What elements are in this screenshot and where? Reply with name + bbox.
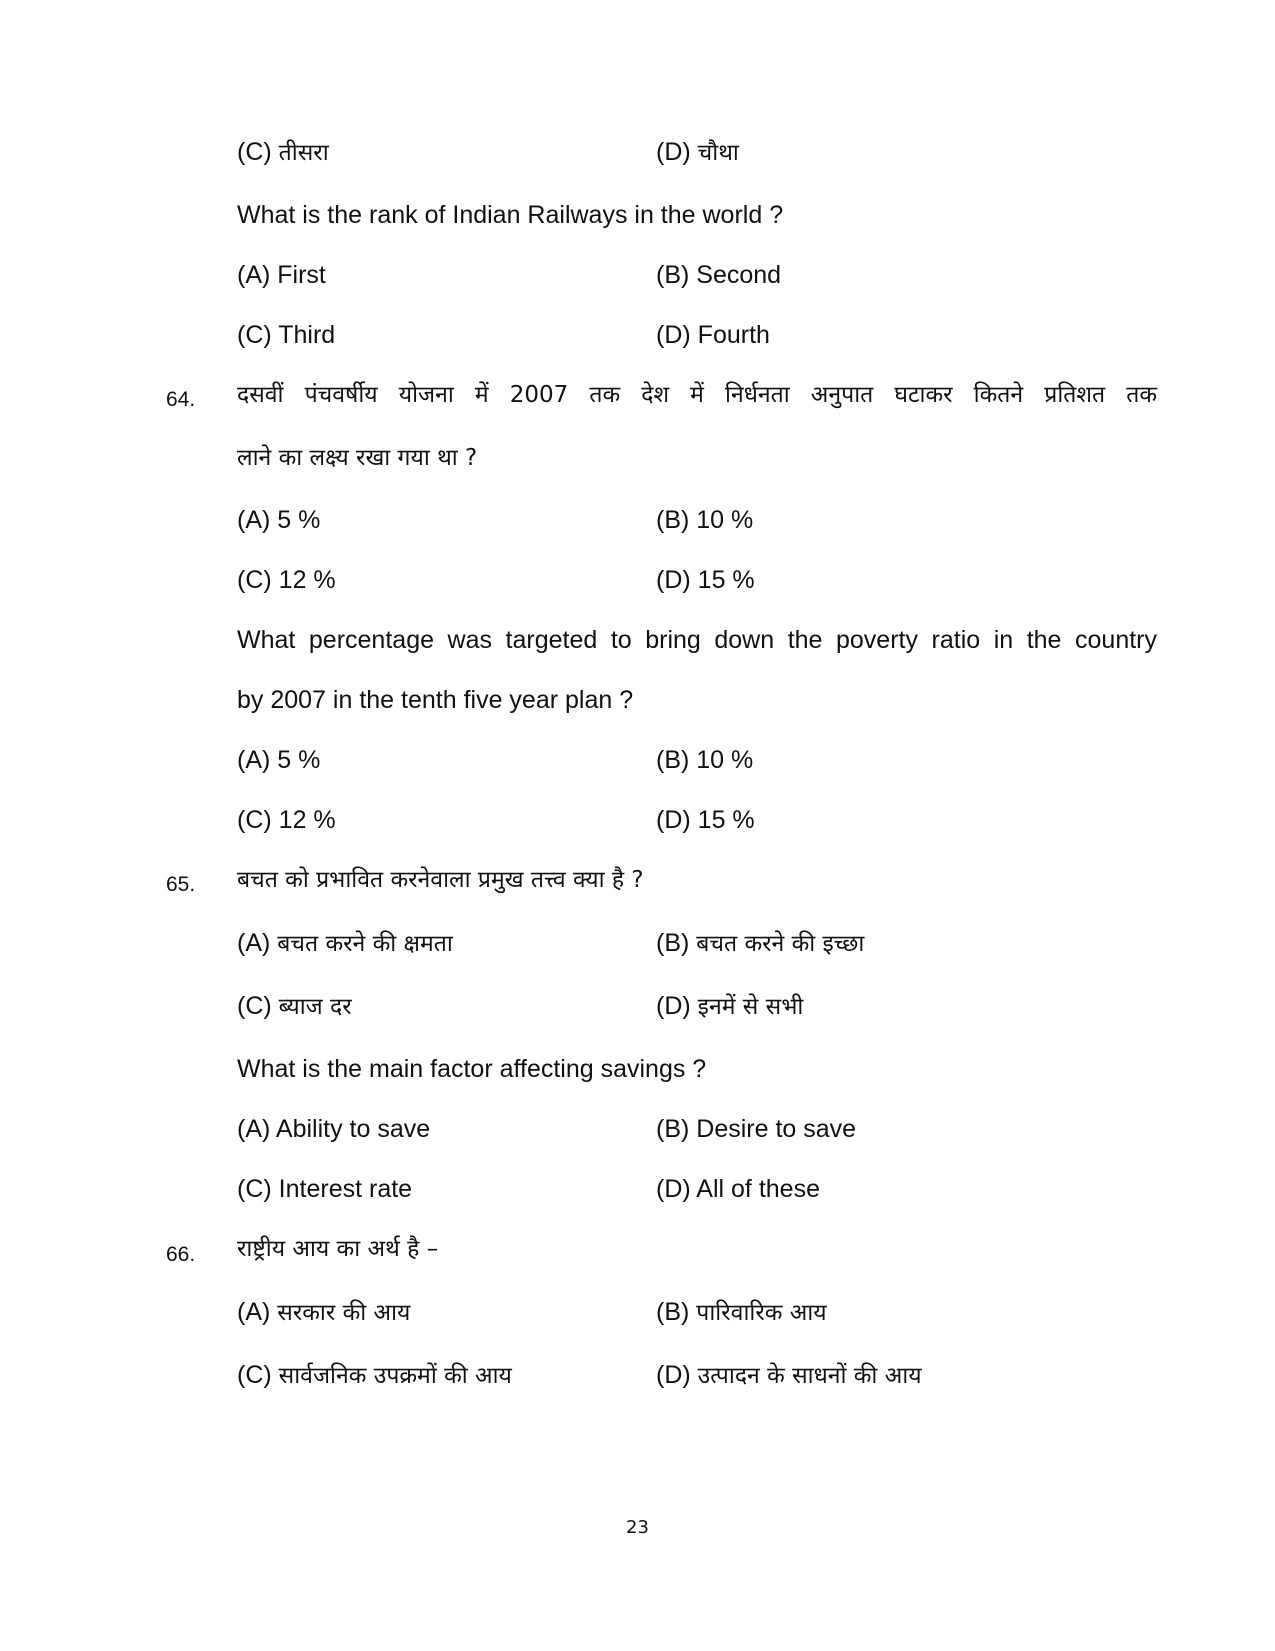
option-a: (A) Ability to save — [237, 1115, 431, 1143]
option-b-hindi: (B) पारिवारिक आय — [656, 1298, 827, 1326]
option-a-hindi: (A) बचत करने की क्षमता — [237, 929, 453, 957]
option-c: (C) 12 % — [237, 806, 336, 834]
question-text-hindi: राष्ट्रीय आय का अर्थ है – — [237, 1236, 439, 1262]
question-number: 65. — [166, 873, 196, 896]
option-a-hindi: (A) सरकार की आय — [237, 1298, 411, 1326]
option-d-hindi: (D) इनमें से सभी — [656, 992, 804, 1020]
option-d: (D) Fourth — [656, 321, 770, 349]
option-a: (A) 5 % — [237, 746, 321, 774]
option-c: (C) Third — [237, 321, 336, 349]
option-c: (C) 12 % — [237, 566, 336, 594]
option-c-hindi: (C) ब्याज दर — [237, 992, 352, 1020]
option-c: (C) Interest rate — [237, 1175, 413, 1203]
option-d: (D) All of these — [656, 1175, 820, 1203]
question-number: 64. — [166, 388, 196, 411]
option-b: (B) 10 % — [656, 746, 754, 774]
question-number: 66. — [166, 1243, 196, 1266]
option-c-hindi: (C) सार्वजनिक उपक्रमों की आय — [237, 1361, 512, 1389]
option-b: (B) Second — [656, 261, 782, 289]
question-text-english: What is the main factor affecting savings ? — [237, 1055, 707, 1083]
page-number: 23 — [626, 1517, 649, 1538]
question-text-hindi-continued: लाने का लक्ष्य रखा गया था ? — [237, 445, 478, 471]
option-c-hindi: (C) तीसरा — [237, 138, 329, 166]
option-b: (B) Desire to save — [656, 1115, 857, 1143]
option-d-hindi: (D) चौथा — [656, 138, 739, 166]
question-text-hindi: दसवीं पंचवर्षीय योजना में 2007 तक देश में निर्धनता अनुपात घटाकर कितने प्रतिशत तक — [237, 382, 1157, 408]
option-b: (B) 10 % — [656, 506, 754, 534]
option-b-hindi: (B) बचत करने की इच्छा — [656, 929, 865, 957]
option-a: (A) 5 % — [237, 506, 321, 534]
option-d: (D) 15 % — [656, 566, 755, 594]
option-d-hindi: (D) उत्पादन के साधनों की आय — [656, 1361, 922, 1389]
question-text-english-continued: by 2007 in the tenth five year plan ? — [237, 686, 634, 714]
option-a: (A) First — [237, 261, 326, 289]
question-text-hindi: बचत को प्रभावित करनेवाला प्रमुख तत्त्व क्या है ? — [237, 867, 644, 893]
question-text-english: What is the rank of Indian Railways in the world ? — [237, 201, 784, 229]
option-d: (D) 15 % — [656, 806, 755, 834]
question-text-english: What percentage was targeted to bring down the poverty ratio in the country — [237, 626, 1157, 654]
